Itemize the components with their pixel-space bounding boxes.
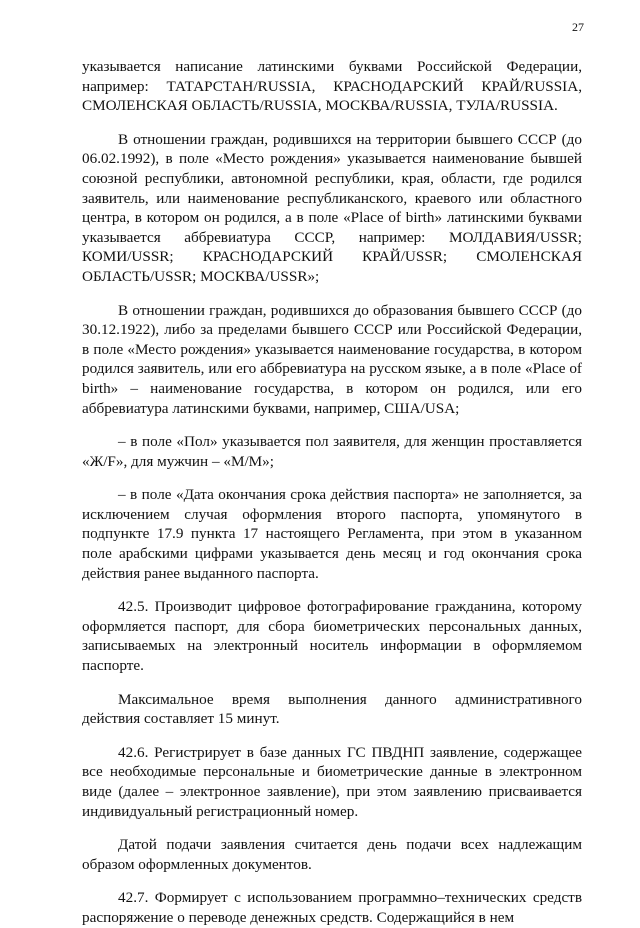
paragraph: – в поле «Дата окончания срока действия паспорта» не заполняется, за исключением случая оформления второго паспорта, упомянутого в подпункте 17.9 пункта 17 настоящего Регламента, при этом в указанном поле арабскими цифрами указывается день месяц и год окончания срока действия ранее выданного паспорта. (82, 486, 582, 582)
paragraph: указывается написание латинскими буквами Российской Федерации, например: ТАТАРСТАН/RUSSIA, КРАСНОДАРСКИЙ КРАЙ/RUSSIA, СМОЛЕНСКАЯ ОБЛАСТЬ/RUSSIA, МОСКВА/RUSSIA, ТУЛА/RUSSIA. (82, 58, 582, 115)
paragraph: Датой подачи заявления считается день подачи всех надлежащим образом оформленных документов. (82, 836, 582, 873)
paragraph: 42.5. Производит цифровое фотографирование гражданина, которому оформляется паспорт, для сбора биометрических персональных данных, записываемых на электронный носитель информации в оформляемом паспорте. (82, 598, 582, 675)
page-number: 27 (572, 20, 584, 34)
paragraph: В отношении граждан, родившихся на территории бывшего СССР (до 06.02.1992), в поле «Место рождения» указывается наименование бывшей союзной республики, автономной республики, края, области, где родился заявитель, или наименование республиканского, краевого или областного центра, в котором он родился, а в поле «Place of birth» латинскими буквами указывается аббревиатура СССР, например: МОЛДАВИЯ/USSR; КОМИ/USSR; КРАСНОДАРСКИЙ КРАЙ/USSR; СМОЛЕНСКАЯ ОБЛАСТЬ/USSR; МОСКВА/USSR»; (82, 130, 582, 285)
paragraph: 42.7. Формирует с использованием программно–технических средств распоряжение о переводе денежных средств. Содержащийся в нем (82, 889, 582, 926)
paragraph: Максимальное время выполнения данного административного действия составляет 15 минут. (82, 690, 582, 728)
paragraph: – в поле «Пол» указывается пол заявителя, для женщин проставляется «Ж/F», для мужчин – «М/M»; (82, 433, 582, 470)
document-body (82, 57, 582, 928)
paragraph: В отношении граждан, родившихся до образования бывшего СССР (до 30.12.1922), либо за пределами бывшего СССР или Российской Федерации, в поле «Место рождения» указывается наименование государства, в котором родился заявитель, или его аббревиатура на русском языке, а в поле «Place of birth» – наименование государства, в котором он родился, или его аббревиатура латинскими буквами, например, США/USA; (82, 301, 582, 417)
paragraph: 42.6. Регистрирует в базе данных ГС ПВДНП заявление, содержащее все необходимые персональные и биометрические данные в электронном виде (далее – электронное заявление), при этом заявлению присваивается индивидуальный регистрационный номер. (82, 743, 582, 820)
